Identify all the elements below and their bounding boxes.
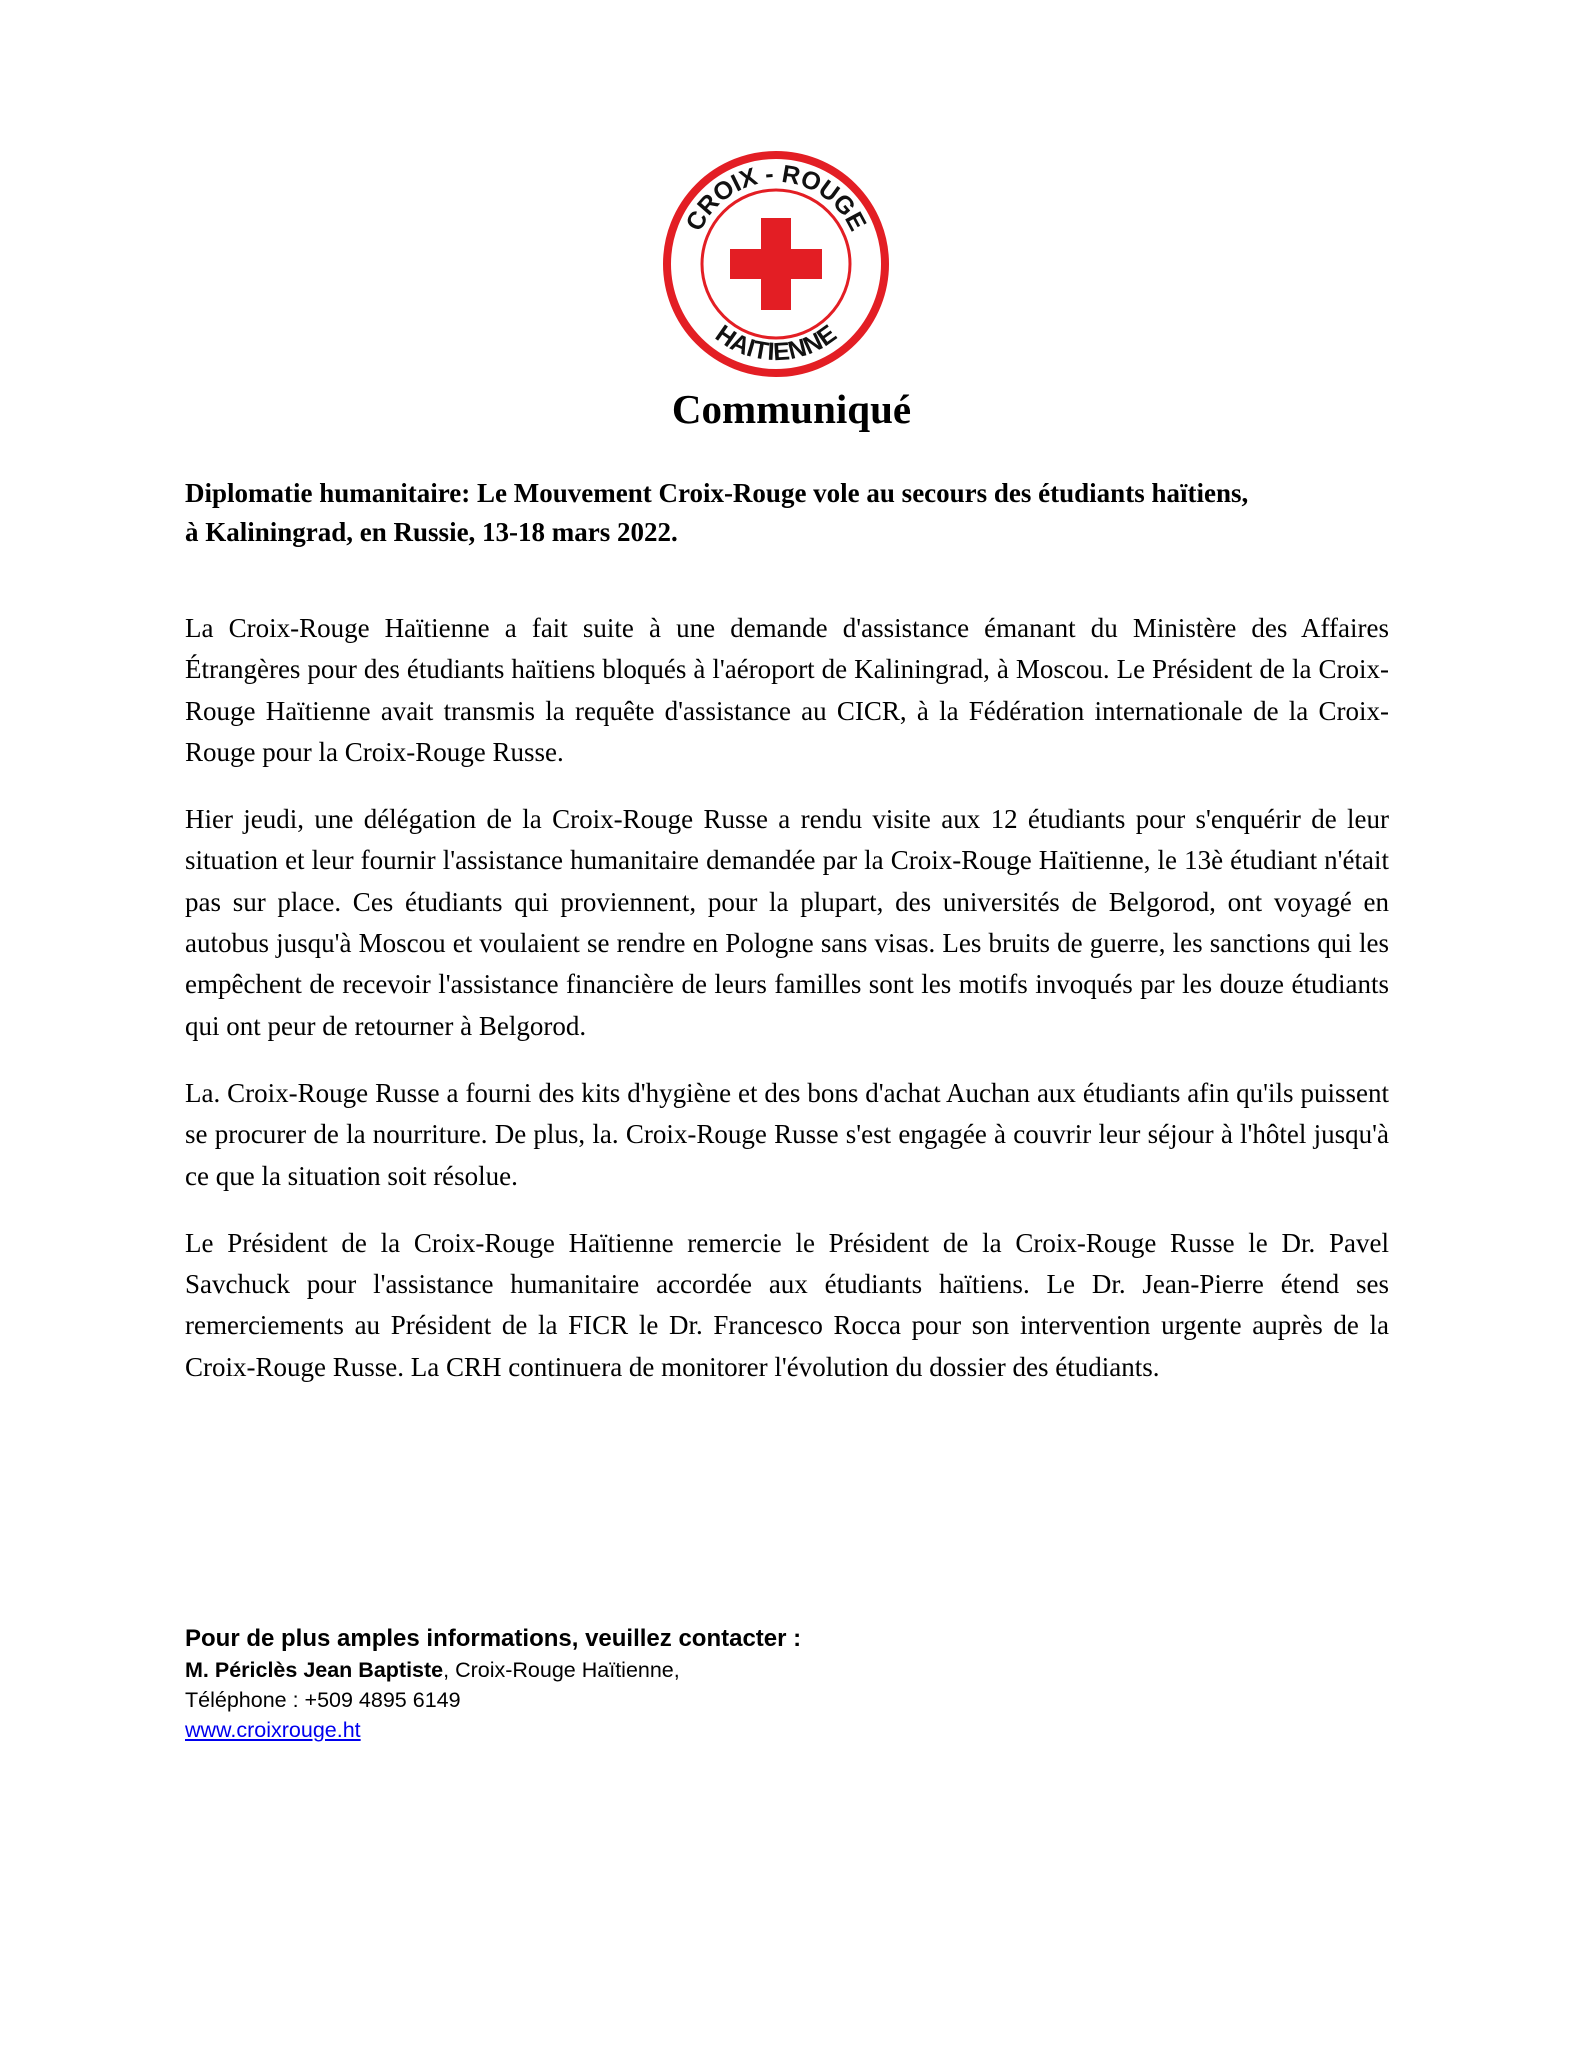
paragraph-3: La. Croix-Rouge Russe a fourni des kits d'hygiène et des bons d'achat Auchan aux étudiants afin qu'ils puissent se procurer de la nourriture. De plus, la. Croix-Rouge Russe s'est engagée à couvrir leur séjour à l'hôtel jusqu'à ce que la situation soit résolue. <box>185 1077 1389 1191</box>
heading-line-2: à Kaliningrad, en Russie, 13-18 mars 2022. <box>185 517 678 547</box>
paragraph-2: Hier jeudi, une délégation de la Croix-Rouge Russe a rendu visite aux 12 étudiants pour s'enquérir de leur situation et leur fournir l'assistance humanitaire demandée par la Croix-Rouge Haïtienne, le 13è étudiant n'était pas sur place. Ces étudiants qui proviennent, pour la plupart, des universités de Belgorod, ont voyagé en autobus jusqu'à Moscou et voulaient se rendre en Pologne sans visas. Les bruits de guerre, les sanctions qui les empêchent de recevoir l'assistance financière de leurs familles sont les motifs invoqués par les douze étudiants qui ont peur de retourner à Belgorod. <box>185 804 1389 1041</box>
contact-phone: Téléphone : +509 4895 6149 <box>185 1688 461 1712</box>
paragraph-4: Le Président de la Croix-Rouge Haïtienne remercie le Président de la Croix-Rouge Russe le Dr. Pavel Savchuck pour l'assistance humanitaire accordée aux étudiants haïtiens. Le Dr. Jean-Pierre étend ses remerciements au Président de la FICR le Dr. Francesco Rocca pour son intervention urgente auprès de la Croix-Rouge Russe. La CRH continuera de monitorer l'évolution du dossier des étudiants. <box>185 1227 1389 1382</box>
logo-text-top: CROIX - ROUGE <box>680 159 872 236</box>
contact-block <box>185 1622 1085 1745</box>
red-cross-icon <box>730 218 822 310</box>
croix-rouge-haitienne-logo <box>662 150 890 378</box>
contact-heading: Pour de plus amples informations, veuillez contacter : <box>185 1625 802 1652</box>
contact-organization: , Croix-Rouge Haïtienne, <box>443 1658 680 1682</box>
paragraph-1: La Croix-Rouge Haïtienne a fait suite à une demande d'assistance émanant du Ministère des Affaires Étrangères pour des étudiants haïtiens bloqués à l'aéroport de Kaliningrad, à Moscou. Le Président de la Croix-Rouge Haïtienne avait transmis la requête d'assistance au CICR, à la Fédération internationale de la Croix-Rouge pour la Croix-Rouge Russe. <box>185 613 1389 767</box>
contact-person-line <box>185 1655 1085 1685</box>
contact-name: M. Périclès Jean Baptiste <box>185 1658 444 1682</box>
heading-line-1: Diplomatie humanitaire: Le Mouvement Croix-Rouge vole au secours des étudiants haïtiens, <box>185 478 1249 508</box>
logo-text-bottom: HAITIENNE <box>710 319 842 367</box>
page-title: Communiqué <box>671 386 912 432</box>
website-link[interactable]: www.croixrouge.ht <box>185 1718 361 1742</box>
press-release-heading <box>185 474 1400 552</box>
body-text <box>185 608 1389 1414</box>
